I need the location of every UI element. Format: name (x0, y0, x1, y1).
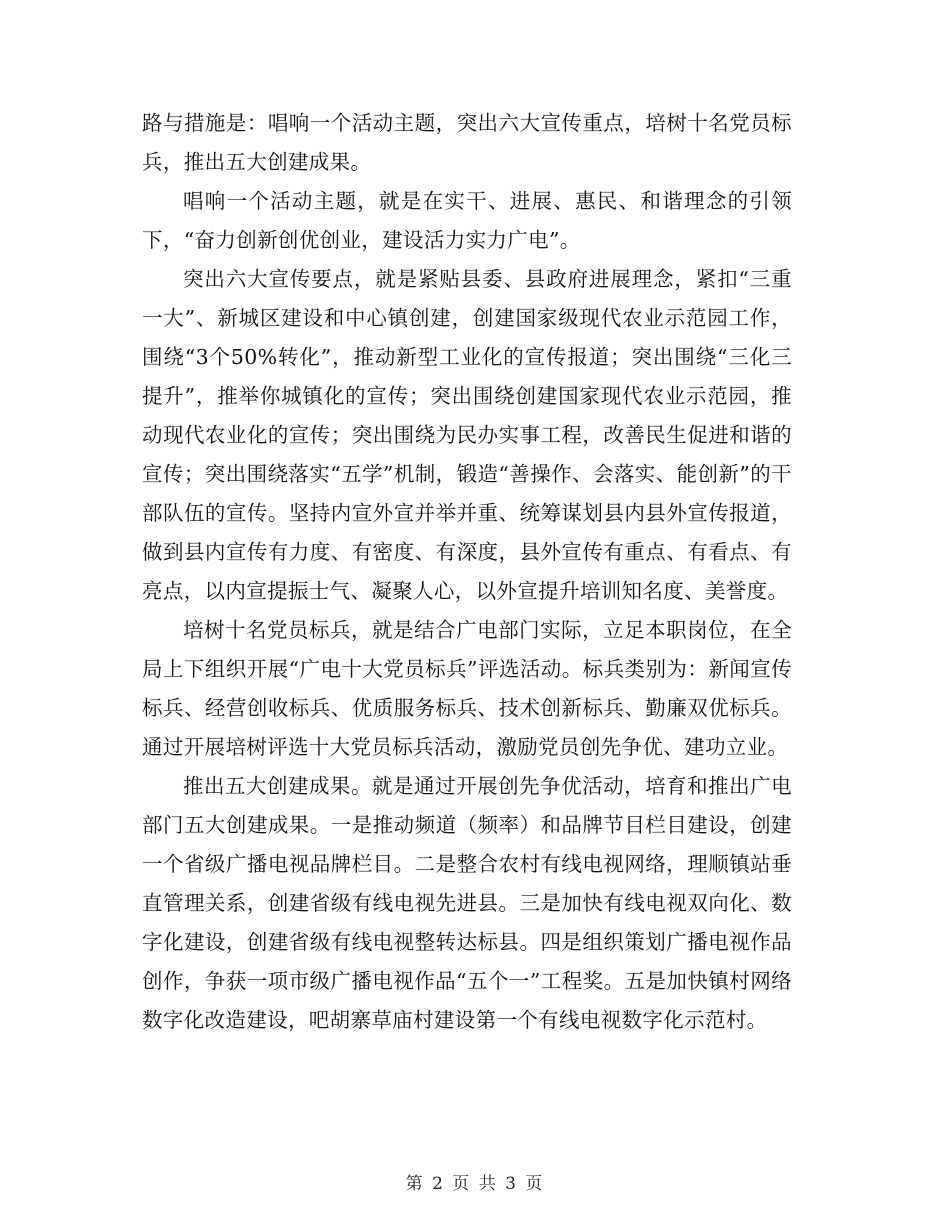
paragraph-continuation: 路与措施是：唱响一个活动主题，突出六大宣传重点，培树十名党员标兵，推出五大创建成果。 (142, 111, 792, 174)
paragraph-activity-theme: 唱响一个活动主题，就是在实干、进展、惠民、和谐理念的引领下，“奋力创新创优创业，建设活力实力广电”。 (142, 189, 792, 252)
page-number-footer: 第 2 页 共 3 页 (405, 1174, 545, 1194)
document-body (142, 104, 792, 1040)
paragraph-party-models: 培树十名党员标兵，就是结合广电部门实际，立足本职岗位，在全局上下组织开展“广电十大党员标兵”评选活动。标兵类别为：新闻宣传标兵、经营创收标兵、优质服务标兵、技术创新标兵、勤廉双优标兵。通过开展培树评选十大党员标兵活动，激励党员创先争优、建功立业。 (142, 618, 792, 759)
paragraph-creation-results: 推出五大创建成果。就是通过开展创先争优活动，培育和推出广电部门五大创建成果。一是推动频道（频率）和品牌节目栏目建设，创建一个省级广播电视品牌栏目。二是整合农村有线电视网络，理顺镇站垂直管理关系，创建省级有线电视先进县。三是加快有线电视双向化、数字化建设，创建省级有线电视整转达标县。四是组织策划广播电视作品创作，争获一项市级广播电视作品“五个一”工程奖。五是加快镇村网络数字化改造建设，吧胡寨草庙村建设第一个有线电视数字化示范村。 (142, 774, 792, 1032)
paragraph-publicity-points: 突出六大宣传要点，就是紧贴县委、县政府进展理念，紧扣“三重一大”、新城区建设和中心镇创建，创建国家级现代农业示范园工作，围绕“3个50%转化”，推动新型工业化的宣传报道；突出围绕“三化三提升”，推举你城镇化的宣传；突出围绕创建国家现代农业示范园，推动现代农业化的宣传；突出围绕为民办实事工程，改善民生促进和谐的宣传；突出围绕落实“五学”机制，锻造“善操作、会落实、能创新”的干部队伍的宣传。坚持内宣外宣并举并重、统筹谋划县内县外宣传报道，做到县内宣传有力度、有密度、有深度，县外宣传有重点、有看点、有亮点，以内宣提振士气、凝聚人心，以外宣提升培训知名度、美誉度。 (142, 267, 792, 603)
